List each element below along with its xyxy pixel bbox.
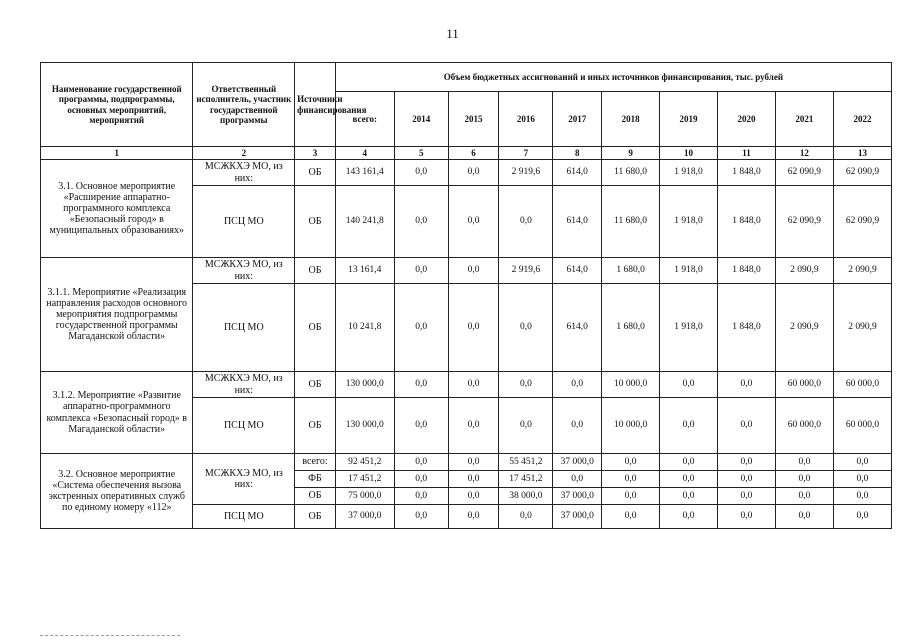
value-year: 0,0 [602, 505, 660, 529]
header-executor: Ответственный исполнитель, участник государственной программы [193, 63, 295, 147]
header-year: 2020 [718, 92, 776, 147]
funding-source: ОБ [295, 505, 336, 529]
executor: ПСЦ МО [193, 505, 295, 529]
value-total: 143 161,4 [335, 160, 394, 186]
value-year: 0,0 [660, 372, 718, 398]
table-row [41, 258, 892, 284]
table-row [41, 454, 892, 471]
value-year: 614,0 [553, 186, 602, 258]
value-year: 11 680,0 [602, 160, 660, 186]
value-year: 1 848,0 [718, 186, 776, 258]
value-year: 0,0 [394, 186, 448, 258]
value-year: 0,0 [602, 454, 660, 471]
value-year: 10 000,0 [602, 398, 660, 454]
header-volume: Объем бюджетных ассигнований и иных источников финансирования, тыс. рублей [335, 63, 891, 92]
value-total: 13 161,4 [335, 258, 394, 284]
value-year: 0,0 [448, 398, 499, 454]
header-year: 2022 [833, 92, 891, 147]
value-year: 0,0 [833, 454, 891, 471]
value-year: 0,0 [394, 471, 448, 488]
budget-table [40, 62, 892, 529]
value-year: 0,0 [394, 258, 448, 284]
value-year: 1 918,0 [660, 160, 718, 186]
value-year: 0,0 [660, 398, 718, 454]
value-year: 0,0 [660, 471, 718, 488]
value-year: 0,0 [660, 505, 718, 529]
value-year: 614,0 [553, 258, 602, 284]
measure-name: 3.1.1. Мероприятие «Реализация направления расходов основного мероприятия подпрограммы государственной программы Магаданской области» [41, 258, 193, 372]
value-year: 0,0 [394, 372, 448, 398]
measure-name: 3.2. Основное мероприятие «Система обеспечения вызова экстренных оперативных служб по единому номеру «112» [41, 454, 193, 529]
value-total: 37 000,0 [335, 505, 394, 529]
executor: ПСЦ МО [193, 398, 295, 454]
value-year: 0,0 [394, 284, 448, 372]
funding-source: ОБ [295, 488, 336, 505]
value-year: 0,0 [718, 505, 776, 529]
funding-source: ОБ [295, 186, 336, 258]
value-year: 1 848,0 [718, 284, 776, 372]
column-number: 7 [499, 147, 553, 160]
executor: ПСЦ МО [193, 284, 295, 372]
value-total: 130 000,0 [335, 398, 394, 454]
value-year: 60 000,0 [775, 398, 833, 454]
value-year: 60 000,0 [775, 372, 833, 398]
value-year: 0,0 [718, 372, 776, 398]
column-number: 13 [833, 147, 891, 160]
value-year: 0,0 [394, 454, 448, 471]
value-year: 614,0 [553, 284, 602, 372]
value-year: 1 918,0 [660, 186, 718, 258]
value-year: 55 451,2 [499, 454, 553, 471]
value-year: 62 090,9 [775, 160, 833, 186]
value-year: 0,0 [448, 186, 499, 258]
value-year: 0,0 [553, 372, 602, 398]
value-year: 60 000,0 [833, 372, 891, 398]
executor: МСЖКХЭ МО, из них: [193, 372, 295, 398]
value-total: 92 451,2 [335, 454, 394, 471]
column-number: 10 [660, 147, 718, 160]
page-number: 11 [446, 26, 459, 41]
value-year: 2 090,9 [775, 284, 833, 372]
value-year: 0,0 [499, 505, 553, 529]
value-year: 1 680,0 [602, 284, 660, 372]
column-number: 2 [193, 147, 295, 160]
value-year: 0,0 [394, 505, 448, 529]
value-year: 0,0 [833, 505, 891, 529]
value-year: 1 680,0 [602, 258, 660, 284]
value-year: 0,0 [499, 372, 553, 398]
value-year: 37 000,0 [553, 505, 602, 529]
value-year: 2 090,9 [833, 284, 891, 372]
value-year: 1 918,0 [660, 284, 718, 372]
header-year: 2016 [499, 92, 553, 147]
measure-name: 3.1. Основное мероприятие «Расширение аппаратно-программного комплекса «Безопасный город» в муниципальных образованиях» [41, 160, 193, 258]
value-year: 38 000,0 [499, 488, 553, 505]
header-year: 2019 [660, 92, 718, 147]
column-number: 11 [718, 147, 776, 160]
value-total: 17 451,2 [335, 471, 394, 488]
column-number: 6 [448, 147, 499, 160]
value-year: 0,0 [448, 160, 499, 186]
value-year: 0,0 [448, 372, 499, 398]
footer-line [40, 635, 180, 636]
header-year: 2014 [394, 92, 448, 147]
value-year: 0,0 [775, 505, 833, 529]
table-row [41, 160, 892, 186]
value-year: 0,0 [448, 505, 499, 529]
value-year: 0,0 [718, 471, 776, 488]
value-year: 2 919,6 [499, 160, 553, 186]
value-year: 0,0 [394, 398, 448, 454]
funding-source: ОБ [295, 258, 336, 284]
value-year: 37 000,0 [553, 454, 602, 471]
value-year: 10 000,0 [602, 372, 660, 398]
value-year: 0,0 [660, 488, 718, 505]
header-total: всего: [335, 92, 394, 147]
value-year: 0,0 [448, 454, 499, 471]
value-year: 62 090,9 [775, 186, 833, 258]
value-year: 0,0 [718, 398, 776, 454]
value-year: 0,0 [499, 186, 553, 258]
value-year: 0,0 [448, 488, 499, 505]
value-total: 10 241,8 [335, 284, 394, 372]
value-year: 62 090,9 [833, 160, 891, 186]
value-year: 0,0 [833, 471, 891, 488]
column-number: 3 [295, 147, 336, 160]
value-year: 614,0 [553, 160, 602, 186]
header-year: 2017 [553, 92, 602, 147]
value-total: 75 000,0 [335, 488, 394, 505]
value-year: 37 000,0 [553, 488, 602, 505]
value-year: 17 451,2 [499, 471, 553, 488]
executor: МСЖКХЭ МО, из них: [193, 160, 295, 186]
value-year: 2 919,6 [499, 258, 553, 284]
value-year: 0,0 [499, 398, 553, 454]
value-total: 130 000,0 [335, 372, 394, 398]
value-year: 0,0 [448, 258, 499, 284]
value-year: 0,0 [394, 488, 448, 505]
header-source: Источники финансирования [295, 63, 336, 147]
header-year: 2015 [448, 92, 499, 147]
value-year: 0,0 [553, 398, 602, 454]
value-year: 0,0 [775, 471, 833, 488]
header-name: Наименование государственной программы, подпрограммы, основных мероприятий, мероприятий [41, 63, 193, 147]
funding-source: ФБ [295, 471, 336, 488]
value-year: 0,0 [833, 488, 891, 505]
header-year: 2021 [775, 92, 833, 147]
value-year: 0,0 [775, 488, 833, 505]
value-year: 0,0 [602, 471, 660, 488]
executor: МСЖКХЭ МО, из них: [193, 454, 295, 505]
funding-source: ОБ [295, 398, 336, 454]
column-number: 8 [553, 147, 602, 160]
value-year: 0,0 [660, 454, 718, 471]
column-number: 9 [602, 147, 660, 160]
value-year: 0,0 [602, 488, 660, 505]
value-year: 0,0 [394, 160, 448, 186]
column-numbers-row [41, 147, 892, 160]
header-year: 2018 [602, 92, 660, 147]
funding-source: всего: [295, 454, 336, 471]
value-total: 140 241,8 [335, 186, 394, 258]
value-year: 60 000,0 [833, 398, 891, 454]
value-year: 1 848,0 [718, 258, 776, 284]
value-year: 0,0 [553, 471, 602, 488]
column-number: 12 [775, 147, 833, 160]
executor: МСЖКХЭ МО, из них: [193, 258, 295, 284]
funding-source: ОБ [295, 160, 336, 186]
value-year: 0,0 [499, 284, 553, 372]
value-year: 0,0 [448, 284, 499, 372]
value-year: 1 848,0 [718, 160, 776, 186]
executor: ПСЦ МО [193, 186, 295, 258]
value-year: 2 090,9 [833, 258, 891, 284]
value-year: 2 090,9 [775, 258, 833, 284]
value-year: 11 680,0 [602, 186, 660, 258]
column-number: 4 [335, 147, 394, 160]
funding-source: ОБ [295, 284, 336, 372]
value-year: 0,0 [718, 488, 776, 505]
value-year: 0,0 [448, 471, 499, 488]
value-year: 0,0 [775, 454, 833, 471]
measure-name: 3.1.2. Мероприятие «Развитие аппаратно-программного комплекса «Безопасный город» в Магаданской области» [41, 372, 193, 454]
value-year: 0,0 [718, 454, 776, 471]
table-row [41, 372, 892, 398]
value-year: 1 918,0 [660, 258, 718, 284]
funding-source: ОБ [295, 372, 336, 398]
column-number: 5 [394, 147, 448, 160]
value-year: 62 090,9 [833, 186, 891, 258]
column-number: 1 [41, 147, 193, 160]
